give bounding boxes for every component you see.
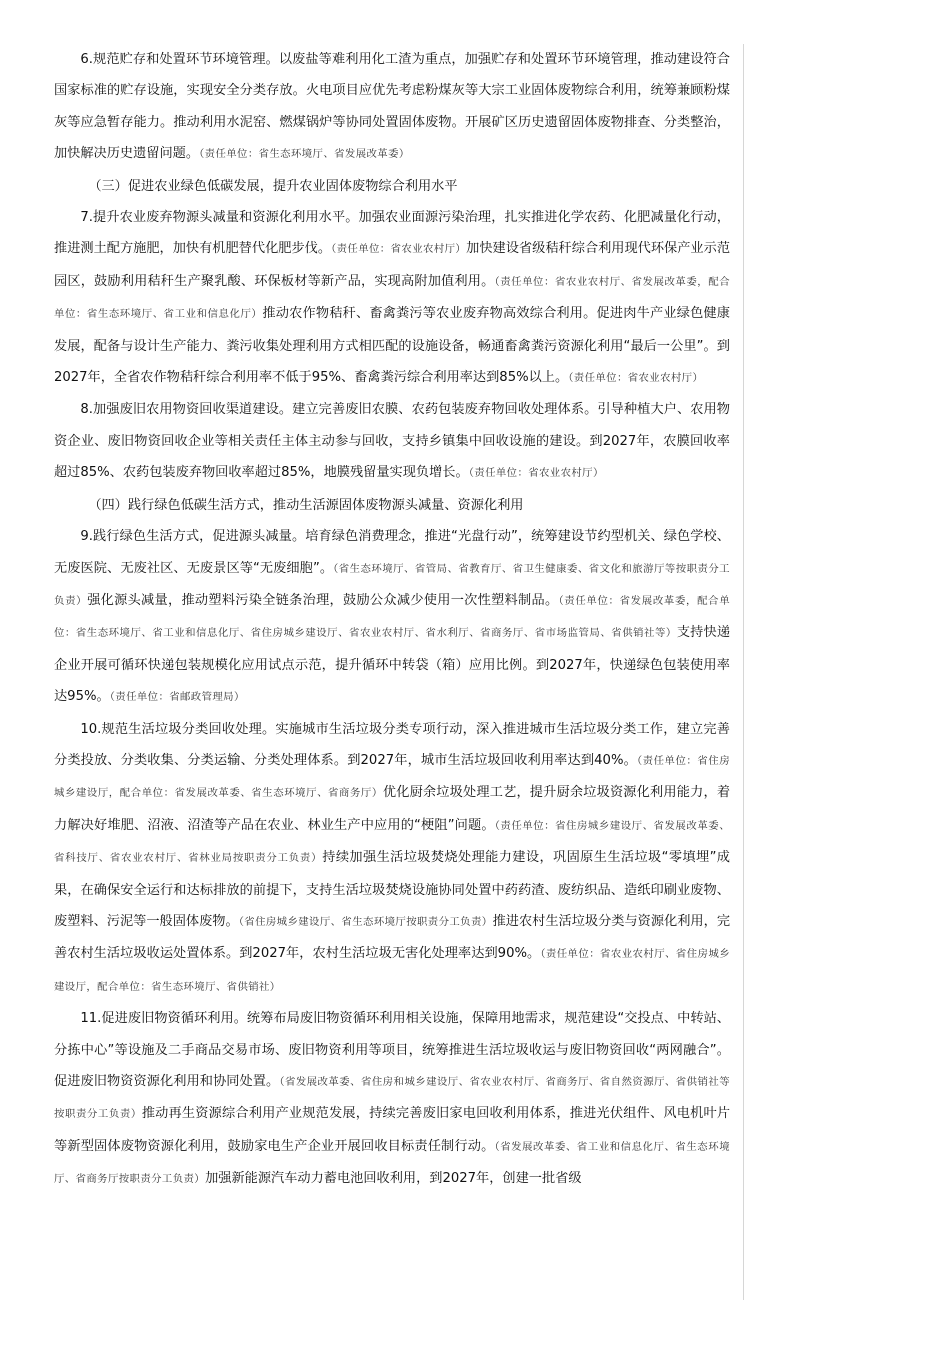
responsibility-note: （责任单位：省住房城乡建设厅，配合单位：省发展改革委、省生态环境厅、省商务厅） (54, 754, 730, 800)
responsibility-note: （责任单位：省邮政管理局） (109, 691, 245, 704)
responsibility-note: （省发展改革委、省工业和信息化厅、省生态环境厅、省商务厅按职责分工负责） (54, 1140, 730, 1186)
document-page (54, 44, 730, 1196)
paragraph-7: 7.提升农业废弃物源头减量和资源化利用水平。加强农业面源污染治理，扎实推进化学农药、化肥减量化行动，推进测土配方施肥，加快有机肥替代化肥步伐。（责任单位：省农业农村厅）加快建设省级秸秆综合利用现代环保产业示范园区，鼓励利用秸秆生产聚乳酸、环保板材等新产品，实现高附加值利用。（责任单位：省农业农村厅、省发展改革委，配合单位：省生态环境厅、省工业和信息化厅）推动农作物秸秆、畜禽粪污等农业废弃物高效综合利用。促进肉牛产业绿色健康发展，配备与设计生产能力、粪污收集处理利用方式相匹配的设施设备，畅通畜禽粪污资源化利用“最后一公里”。到2027年，全省农作物秸秆综合利用率不低于95%、畜禽粪污综合利用率达到85%以上。（责任单位：省农业农村厅） (54, 210, 731, 386)
responsibility-note: （省发展改革委、省住房和城乡建设厅、省农业农村厅、省商务厅、省自然资源厅、省供销社等按职责分工负责） (54, 1076, 730, 1121)
responsibility-note: （省住房城乡建设厅、省生态环境厅按职责分工负责） (238, 915, 493, 928)
responsibility-note: （责任单位：省住房城乡建设厅、省发展改革委、省科技厅、省农业农村厅、省林业局按职责分工负责） (54, 819, 730, 865)
responsibility-note: （责任单位：省生态环境厅、省发展改革委） (199, 148, 410, 161)
responsibility-note: （责任单位：省农业农村厅） (468, 467, 604, 480)
responsibility-note: （责任单位：省发展改革委，配合单位：省生态环境厅、省工业和信息化厅、省住房城乡建设厅、省农业农村厅、省水利厅、省商务厅、省市场监管局、省供销社等） (54, 594, 731, 640)
responsibility-note: （责任单位：省农业农村厅） (331, 243, 467, 256)
responsibility-note: （责任单位：省农业农村厅） (568, 372, 704, 385)
paragraph-11: 11.促进废旧物资循环利用。统筹布局废旧物资循环利用相关设施，保障用地需求，规范建设“交投点、中转站、分拣中心”等设施及二手商品交易市场、废旧物资利用等项目，统筹推进生活垃圾收运与废旧物资回收“两网融合”。促进废旧物资资源化利用和协同处置。（省发展改革委、省住房和城乡建设厅、省农业农村厅、省商务厅、省自然资源厅、省供销社等按职责分工负责）推动再生资源综合利用产业规范发展，持续完善废旧家电回收利用体系，推进光伏组件、风电机叶片等新型固体废物资源化利用，鼓励家电生产企业开展回收目标责任制行动。（省发展改革委、省工业和信息化厅、省生态环境厅、省商务厅按职责分工负责）加强新能源汽车动力蓄电池回收利用，到2027年，创建一批省级 (54, 1011, 731, 1187)
section-heading-3: （三）促进农业绿色低碳发展，提升农业固体废物综合利用水平 (88, 178, 458, 194)
paragraph-8: 8.加强废旧农用物资回收渠道建设。建立完善废旧农膜、农药包装废弃物回收处理体系。引导种植大户、农用物资企业、废旧物资回收企业等相关责任主体主动参与回收，支持乡镇集中回收设施的建设。到2027年，农膜回收率超过85%、农药包装废弃物回收率超过85%，地膜残留量实现负增长。（责任单位：省农业农村厅） (54, 402, 730, 481)
page-right-border (743, 44, 744, 1300)
responsibility-note: （省生态环境厅、省管局、省教育厅、省卫生健康委、省文化和旅游厅等按职责分工负责） (54, 562, 730, 607)
paragraph-6: 6.规范贮存和处置环节环境管理。以废盐等难利用化工渣为重点，加强贮存和处置环节环境管理，推动建设符合国家标准的贮存设施，实现安全分类存放。火电项目应优先考虑粉煤灰等大宗工业固体废物综合利用，统筹兼顾粉煤灰等应急暂存能力。推动利用水泥窑、燃煤锅炉等协同处置固体废物。开展矿区历史遗留固体废物排查、分类整治，加快解决历史遗留问题。（责任单位：省生态环境厅、省发展改革委） (54, 52, 730, 162)
section-heading-4: （四）践行绿色低碳生活方式，推动生活源固体废物源头减量、资源化利用 (88, 497, 524, 513)
responsibility-note: （责任单位：省农业农村厅、省发展改革委，配合单位：省生态环境厅、省工业和信息化厅） (54, 275, 730, 321)
responsibility-note: （责任单位：省农业农村厅、省住房城乡建设厅，配合单位：省生态环境厅、省供销社） (54, 948, 730, 993)
paragraph-10: 10.规范生活垃圾分类回收处理。实施城市生活垃圾分类专项行动，深入推进城市生活垃圾分类工作，建立完善分类投放、分类收集、分类运输、分类处理体系。到2027年，城市生活垃圾回收利用率达到40%。（责任单位：省住房城乡建设厅，配合单位：省发展改革委、省生态环境厅、省商务厅）优化厨余垃圾处理工艺，提升厨余垃圾资源化利用能力，着力解决好堆肥、沼液、沼渣等产品在农业、林业生产中应用的“梗阻”问题。（责任单位：省住房城乡建设厅、省发展改革委、省科技厅、省农业农村厅、省林业局按职责分工负责）持续加强生活垃圾焚烧处理能力建设，巩固原生生活垃圾“零填埋”成果，在确保安全运行和达标排放的前提下，支持生活垃圾焚烧设施协同处置中药药渣、废纺织品、造纸印刷业废物、废塑料、污泥等一般固体废物。（省住房城乡建设厅、省生态环境厅按职责分工负责）推进农村生活垃圾分类与资源化利用，完善农村生活垃圾收运处置体系。到2027年，农村生活垃圾无害化处理率达到90%。（责任单位：省农业农村厅、省住房城乡建设厅，配合单位：省生态环境厅、省供销社） (54, 721, 731, 993)
paragraph-9: 9.践行绿色生活方式，促进源头减量。培育绿色消费理念，推进“光盘行动”，统筹建设节约型机关、绿色学校、无废医院、无废社区、无废景区等“无废细胞”。（省生态环境厅、省管局、省教育厅、省卫生健康委、省文化和旅游厅等按职责分工负责）强化源头减量，推动塑料污染全链条治理，鼓励公众减少使用一次性塑料制品。（责任单位：省发展改革委，配合单位：省生态环境厅、省工业和信息化厅、省住房城乡建设厅、省农业农村厅、省水利厅、省商务厅、省市场监管局、省供销社等）支持快递企业开展可循环快递包装规模化应用试点示范，提升循环中转袋（箱）应用比例。到2027年，快递绿色包装使用率达95%。（责任单位：省邮政管理局） (54, 529, 731, 705)
